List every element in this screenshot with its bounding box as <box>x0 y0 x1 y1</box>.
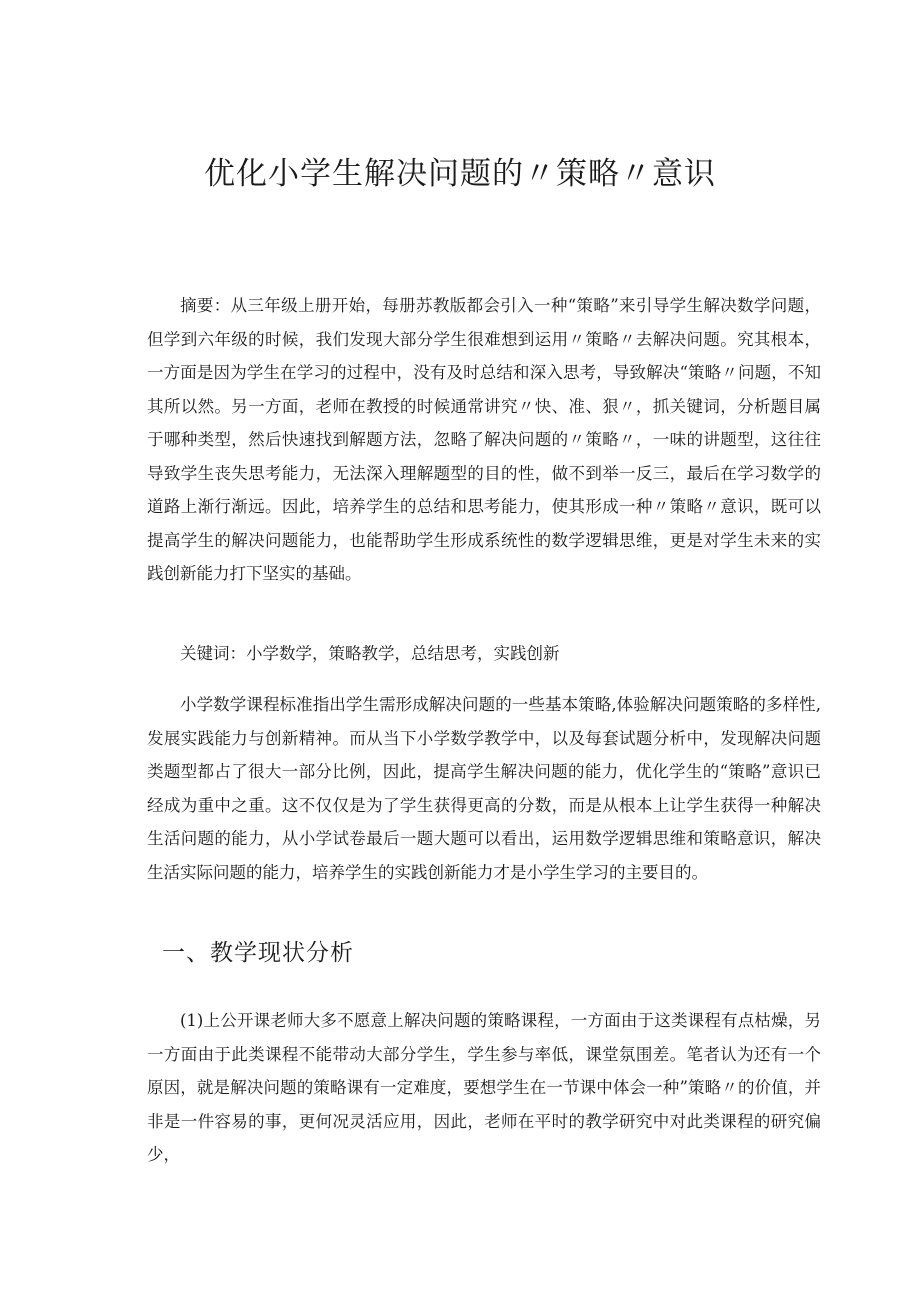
section-heading: 一、教学现状分析 <box>162 940 354 966</box>
intro-paragraph: 小学数学课程标准指出学生需形成解决问题的一些基本策略,体验解决问题策略的多样性,发展实践能力与创新精神。而从当下小学数学教学中，以及每套试题分析中，发现解决问题类题型都占了很大一部分比例，因此，提高学生解决问题的能力，优化学生的“策略”意识已经成为重中之重。这不仅仅是为了学生获得更高的分数，而是从根本上让学生获得一种解决生活问题的能力，从小学试卷最后一题大题可以看出，运用数学逻辑思维和策略意识，解决生活实际问题的能力，培养学生的实践创新能力才是小学生学习的主要目的。 <box>147 695 821 882</box>
keywords-line: 关键词：小学数学，策略教学，总结思考，实践创新 <box>180 644 560 663</box>
section-paragraph: (1)上公开课老师大多不愿意上解决问题的策略课程，一方面由于这类课程有点枯燥，另一方面由于此类课程不能带动大部分学生，学生参与率低，课堂氛围差。笔者认为还有一个原因，就是解决问题的策略课有一定难度，要想学生在一节课中体会一种”策略〃的价值，并非是一件容易的事，更何况灵活应用，因此，老师在平时的教学研究中对此类课程的研究偏少， <box>147 1011 821 1164</box>
document-title: 优化小学生解决问题的〃策略〃意识 <box>204 156 716 192</box>
abstract-paragraph: 摘要：从三年级上册开始，每册苏教版都会引入一种“策略”来引导学生解决数学问题，但学到六年级的时候，我们发现大部分学生很难想到运用〃策略〃去解决问题。究其根本，一方面是因为学生在学习的过程中，没有及时总结和深入思考，导致解决“策略〃问题，不知其所以然。另一方面，老师在教授的时候通常讲究〃快、准、狠〃，抓关键词，分析题目属于哪种类型，然后快速找到解题方法，忽略了解决问题的〃策略〃，一味的讲题型，这往往导致学生丧失思考能力，无法深入理解题型的目的性，做不到举一反三，最后在学习数学的道路上渐行渐远。因此，培养学生的总结和思考能力，使其形成一种〃策略〃意识，既可以提高学生的解决问题能力，也能帮助学生形成系统性的数学逻辑思维，更是对学生未来的实践创新能力打下坚实的基础。 <box>147 296 821 583</box>
